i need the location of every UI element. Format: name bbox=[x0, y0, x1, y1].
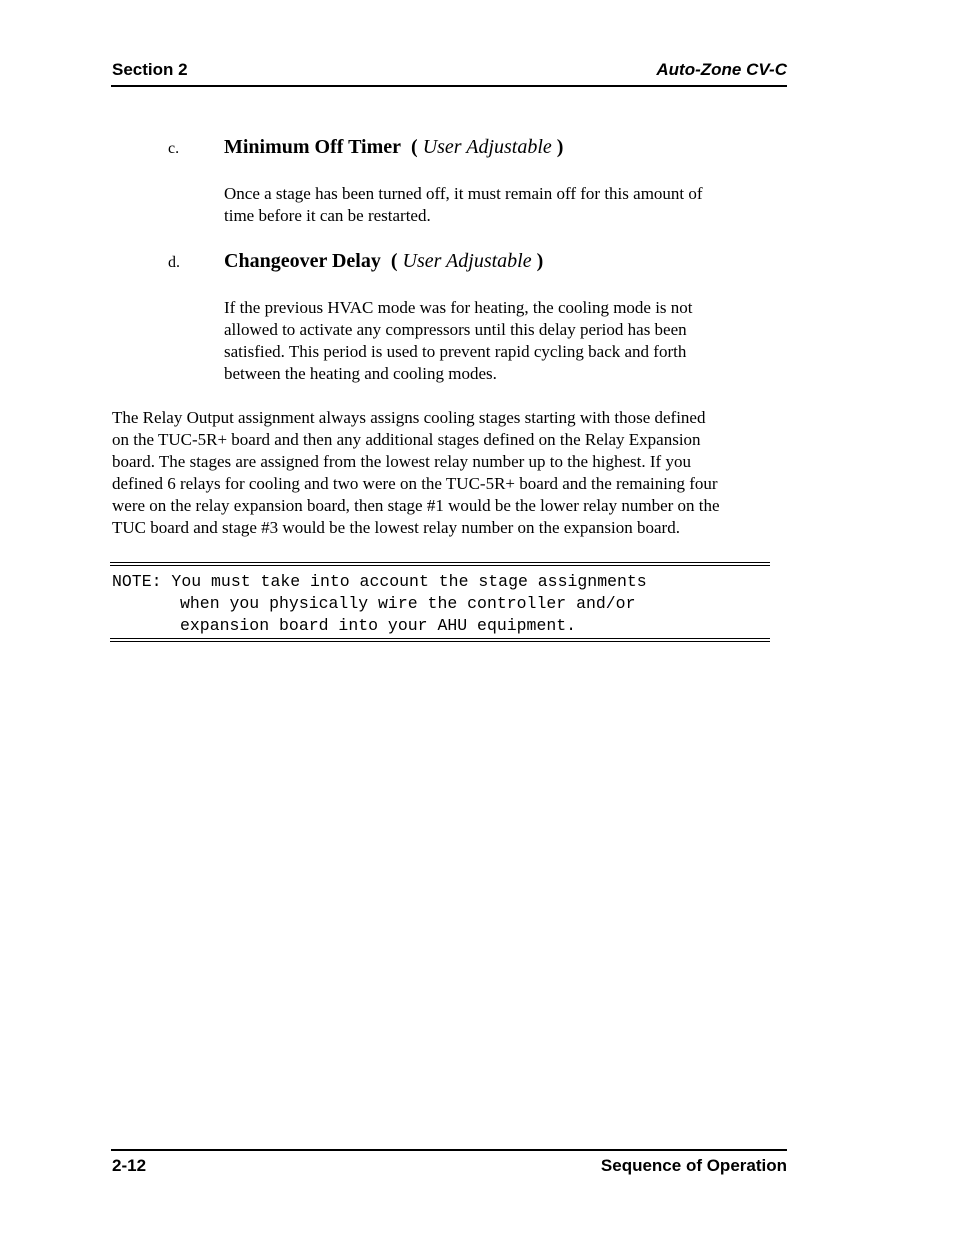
paragraph-line: defined 6 relays for cooling and two were on the TUC-5R+ board and the remaining four bbox=[112, 474, 718, 493]
note-block bbox=[112, 571, 647, 637]
item-c-paren-open: ( bbox=[411, 136, 418, 158]
item-d-body-line: between the heating and cooling modes. bbox=[224, 364, 497, 383]
item-d-body-line: If the previous HVAC mode was for heating, the cooling mode is not bbox=[224, 298, 693, 317]
paragraph-line: The Relay Output assignment always assigns cooling stages starting with those defined bbox=[112, 408, 706, 427]
note-label: NOTE: bbox=[112, 572, 162, 591]
page-header bbox=[111, 58, 787, 87]
item-d-body bbox=[224, 297, 784, 385]
item-c-body-line: Once a stage has been turned off, it must remain off for this amount of bbox=[224, 184, 703, 203]
note-bottom-rule bbox=[110, 638, 770, 642]
note-top-rule bbox=[110, 562, 770, 566]
note-line: expansion board into your AHU equipment. bbox=[180, 616, 577, 635]
paragraph-line: were on the relay expansion board, then stage #1 would be the lower relay number on the bbox=[112, 496, 720, 515]
relay-assignment-paragraph bbox=[112, 407, 792, 539]
item-c-paren-close: ) bbox=[556, 136, 564, 158]
item-c-letter: c. bbox=[168, 140, 180, 157]
footer-page-number: 2-12 bbox=[112, 1156, 147, 1175]
item-c-title-text: Minimum Off Timer bbox=[224, 136, 402, 158]
paragraph-line: TUC board and stage #3 would be the lowest relay number on the expansion board. bbox=[112, 518, 680, 537]
footer-chapter: Sequence of Operation bbox=[600, 1156, 787, 1175]
item-c-qualifier: User Adjustable bbox=[422, 136, 552, 158]
item-c-body bbox=[224, 183, 784, 227]
page-footer bbox=[111, 1149, 787, 1181]
item-d-qualifier: User Adjustable bbox=[402, 250, 532, 272]
item-c-title bbox=[224, 136, 563, 159]
note-line: You must take into account the stage assignments bbox=[171, 572, 647, 591]
item-d-title-text: Changeover Delay bbox=[224, 250, 381, 272]
item-d-letter: d. bbox=[168, 254, 180, 271]
item-d-paren-close: ) bbox=[536, 250, 544, 272]
header-section: Section 2 bbox=[112, 60, 188, 79]
header-product: Auto-Zone CV-C bbox=[656, 60, 787, 79]
item-d-title bbox=[224, 250, 543, 273]
paragraph-line: on the TUC-5R+ board and then any additional stages defined on the Relay Expansion bbox=[112, 430, 701, 449]
item-d-body-line: satisfied. This period is used to prevent rapid cycling back and forth bbox=[224, 342, 687, 361]
item-c-body-line: time before it can be restarted. bbox=[224, 206, 431, 225]
item-d-body-line: allowed to activate any compressors until this delay period has been bbox=[224, 320, 687, 339]
paragraph-line: board. The stages are assigned from the lowest relay number up to the highest. If you bbox=[112, 452, 691, 471]
item-d-paren-open: ( bbox=[390, 250, 398, 272]
note-line: when you physically wire the controller and/or bbox=[180, 594, 636, 613]
